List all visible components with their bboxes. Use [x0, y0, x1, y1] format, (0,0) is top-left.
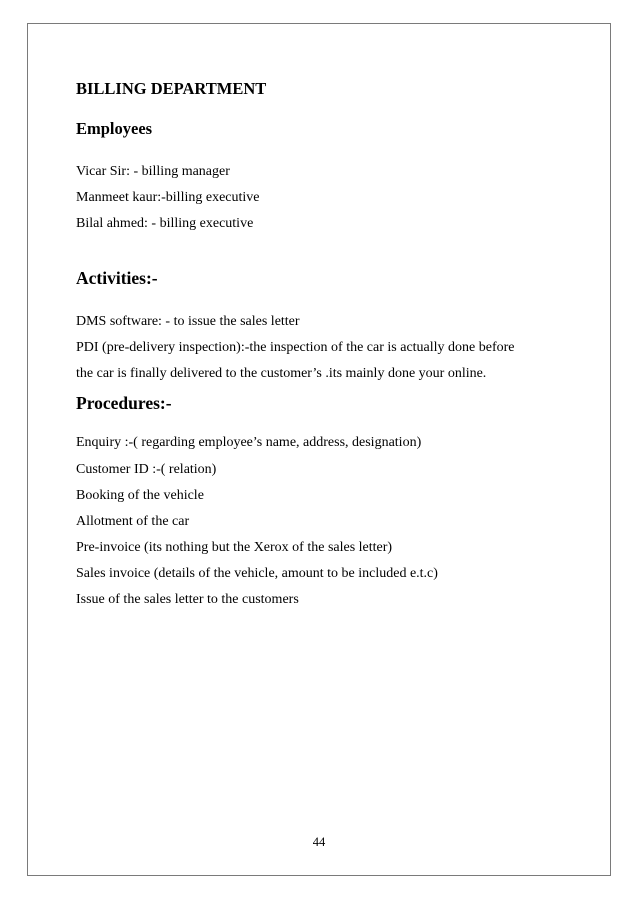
procedure-item: Customer ID :-( relation)	[76, 462, 217, 477]
activities-heading: Activities:-	[76, 268, 158, 288]
employee-item: Manmeet kaur:-billing executive	[76, 190, 260, 205]
page-number: 44	[312, 835, 326, 849]
procedure-item: Allotment of the car	[76, 514, 190, 529]
activity-line: PDI (pre-delivery inspection):-the inspection of the car is actually done before	[76, 340, 515, 355]
procedure-item: Enquiry :-( regarding employee’s name, address, designation)	[76, 435, 422, 450]
employee-item: Vicar Sir: - billing manager	[76, 164, 230, 179]
procedure-item: Pre-invoice (its nothing but the Xerox of the sales letter)	[76, 540, 393, 555]
procedure-item: Booking of the vehicle	[76, 488, 204, 503]
procedures-heading: Procedures:-	[76, 393, 172, 413]
activity-line: DMS software: - to issue the sales letter	[76, 314, 300, 329]
procedure-item: Sales invoice (details of the vehicle, amount to be included e.t.c)	[76, 566, 438, 581]
section-heading: BILLING DEPARTMENT	[76, 79, 267, 98]
employees-heading: Employees	[76, 119, 153, 138]
activity-line: the car is finally delivered to the customer’s .its mainly done your online.	[76, 366, 487, 381]
procedure-item: Issue of the sales letter to the customers	[76, 592, 299, 607]
employee-item: Bilal ahmed: - billing executive	[76, 216, 254, 231]
